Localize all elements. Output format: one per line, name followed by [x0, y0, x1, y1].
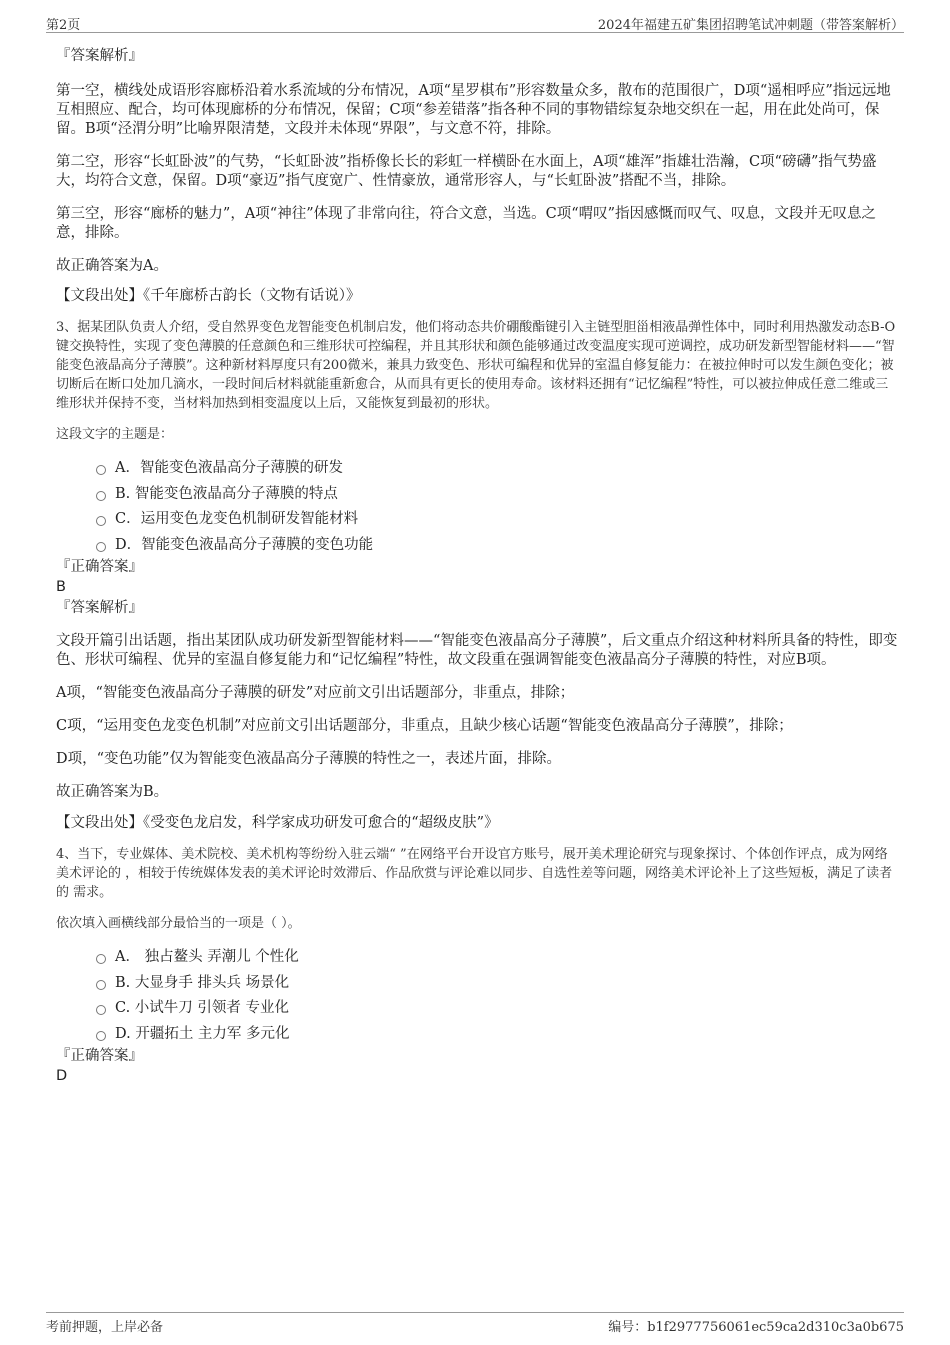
analysis-paragraph: 第二空，形容“长虹卧波”的气势，“长虹卧波”指桥像长长的彩虹一样横卧在水面上，A项“雄浑”指雄壮浩瀚，C项“磅礴”指气势盛大，均符合文意，保留。D项“豪迈”指气度宽广、性情豪放，通常形容人，与“长虹卧波”搭配不当，排除。	[56, 154, 877, 189]
correct-answer: B	[56, 579, 66, 595]
option-a[interactable]: A．智能变色液晶高分子薄膜的研发	[56, 456, 900, 482]
question-prompt: 依次填入画横线部分最恰当的一项是（ ）。	[56, 916, 301, 931]
option-d[interactable]: D. 开疆拓土 主力军 多元化	[56, 1022, 900, 1048]
option-d[interactable]: D．智能变色液晶高分子薄膜的变色功能	[56, 533, 900, 559]
analysis-conclusion: 故正确答案为B。	[56, 784, 169, 800]
document-code: 编号：b1f2977756061ec59ca2d310c3a0b675	[608, 1320, 904, 1335]
page-content	[56, 44, 900, 1086]
document-title: 2024年福建五矿集团招聘笔试冲刺题（带答案解析）	[597, 18, 904, 33]
answer-analysis-label: 『答案解析』	[56, 600, 143, 616]
correct-answer: D	[56, 1068, 68, 1084]
question-stem: 3、据某团队负责人介绍，受自然界变色龙智能变色机制启发，他们将动态共价硼酸酯键引入主链型胆甾相液晶弹性体中，同时利用热激发动态B-O键交换特性，实现了变色薄膜的任意颜色和三维形状可控编程，并且其形状和颜色能够通过改变温度实现可逆调控，成功研发新型智能材料——“智能变色液晶高分子薄膜”。这种新材料厚度只有200微米，兼具力致变色、形状可编程和优异的室温自修复能力：在被拉伸时可以发生颜色变化；被切断后在断口处加几滴水，一段时间后材料就能重新愈合，从而具有更长的使用寿命。该材料还拥有“记忆编程”特性，可以被拉伸成任意二维或三维形状并保持不变，当材料加热到相变温度以上后，又能恢复到最初的形状。	[56, 320, 896, 411]
question-prompt: 这段文字的主题是：	[56, 427, 174, 442]
analysis-paragraph: 第三空，形容“廊桥的魅力”，A项“神往”体现了非常向往，符合文意，当选。C项“喟叹”指因感慨而叹气、叹息，文段并无叹息之意，排除。	[56, 206, 877, 241]
correct-answer-label: 『正确答案』	[56, 1048, 143, 1064]
correct-answer-label: 『正确答案』	[56, 559, 143, 575]
analysis-paragraph: 文段开篇引出话题，指出某团队成功研发新型智能材料——“智能变色液晶高分子薄膜”，后文重点介绍这种材料所具备的特性，即变色、形状可编程、优异的室温自修复能力和“记忆编程”特性，故文段重在强调智能变色液晶高分子薄膜的特性，对应B项。	[56, 633, 898, 668]
option-b[interactable]: B. 智能变色液晶高分子薄膜的特点	[56, 482, 900, 508]
answer-analysis-label: 『答案解析』	[56, 48, 143, 64]
radio-icon[interactable]	[96, 1005, 106, 1015]
option-a[interactable]: A． 独占鳌头 弄潮儿 个性化	[56, 945, 900, 971]
question-stem: 4、当下，专业媒体、美术院校、美术机构等纷纷入驻云端“ ”在网络平台开设官方账号，展开美术理论研究与现象探讨、个体创作评点，成为网络美术评论的 ，相较于传统媒体发表的美术评论时效滞后、作品欣赏与评论难以同步、自选性差等问题，网络美术评论补上了这些短板，满足了读者的 需求。	[56, 847, 893, 900]
radio-icon[interactable]	[96, 465, 106, 475]
radio-icon[interactable]	[96, 516, 106, 526]
radio-icon[interactable]	[96, 980, 106, 990]
radio-icon[interactable]	[96, 491, 106, 501]
footer-slogan: 考前押题，上岸必备	[46, 1320, 164, 1335]
option-c[interactable]: C．运用变色龙变色机制研发智能材料	[56, 507, 900, 533]
analysis-paragraph: A项，“智能变色液晶高分子薄膜的研发”对应前文引出话题部分，非重点，排除；	[56, 685, 575, 701]
page-header	[46, 12, 904, 33]
analysis-paragraph: D项，“变色功能”仅为智能变色液晶高分子薄膜的特性之一，表述片面，排除。	[56, 751, 561, 767]
radio-icon[interactable]	[96, 954, 106, 964]
source-citation: 【文段出处】《千年廊桥古韵长（文物有话说）》	[56, 288, 361, 304]
radio-icon[interactable]	[96, 542, 106, 552]
options-list	[56, 456, 900, 558]
source-citation: 【文段出处】《受变色龙启发，科学家成功研发可愈合的“超级皮肤”》	[56, 815, 499, 831]
analysis-paragraph: C项，“运用变色龙变色机制”对应前文引出话题部分，非重点，且缺少核心话题“智能变色液晶高分子薄膜”，排除；	[56, 718, 793, 734]
page-number: 第2页	[46, 18, 81, 33]
radio-icon[interactable]	[96, 1031, 106, 1041]
analysis-conclusion: 故正确答案为A。	[56, 258, 168, 274]
option-b[interactable]: B. 大显身手 排头兵 场景化	[56, 971, 900, 997]
option-c[interactable]: C. 小试牛刀 引领者 专业化	[56, 996, 900, 1022]
options-list	[56, 945, 900, 1047]
analysis-paragraph: 第一空，横线处成语形容廊桥沿着水系流域的分布情况，A项“星罗棋布”形容数量众多，散布的范围很广，D项“遥相呼应”指远远地互相照应、配合，均可体现廊桥的分布情况，保留；C项“参差错落”指各种不同的事物错综复杂地交织在一起，用在此处尚可，保留。B项“泾渭分明”比喻界限清楚，文段并未体现“界限”，与文意不符，排除。	[56, 83, 891, 137]
page-footer	[46, 1312, 904, 1337]
